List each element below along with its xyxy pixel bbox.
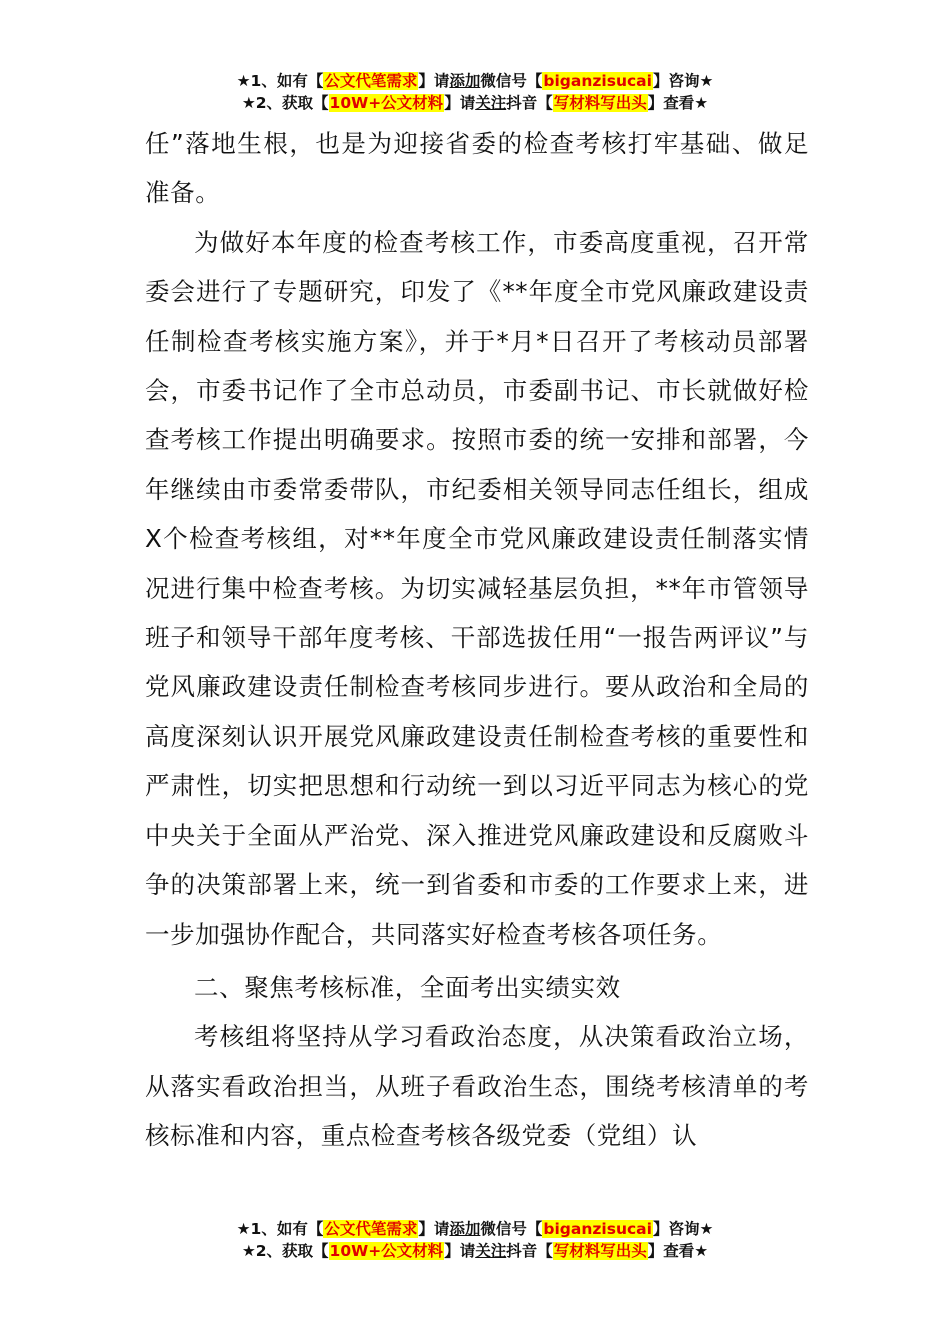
highlight-materials: 10W+公文材料 [329, 1242, 444, 1260]
banner-text: 微信号【 [480, 72, 543, 90]
banner-text: ★2、获取【 [241, 94, 329, 112]
paragraph-preparation: 为做好本年度的检查考核工作，市委高度重视，召开常委会进行了专题研究，印发了《**年度全市党风廉政建设责任制检查考核实施方案》，并于*月*日召开了考核动员部署会，市委书记作了全市总动员，市委副书记、市长就做好检查考核工作提出明确要求。按照市委的统一安排和部署，今年继续由市委常委带队，市纪委相关领导同志任组长，组成X个检查考核组，对**年度全市党风廉政建设责任制落实情况进行集中检查考核。为切实减轻基层负担，**年市管领导班子和领导干部年度考核、干部选拔任用“一报告两评议”与党风廉政建设责任制检查考核同步进行。要从政治和全局的高度深刻认识开展党风廉政建设责任制检查考核的重要性和严肃性，切实把思想和行动统一到以习近平同志为核心的党中央关于全面从严治党、深入推进党风廉政建设和反腐败斗争的决策部署上来，统一到省委和市委的工作要求上来，进一步加强协作配合，共同落实好检查考核各项任务。 [145, 227, 809, 949]
section-heading: 二、聚焦考核标准，全面考出实绩实效 [194, 972, 621, 1002]
top-banner [0, 70, 950, 114]
banner-text: 抖音【 [506, 94, 553, 112]
banner-text: 】请 [418, 1220, 450, 1238]
banner-line-2 [0, 1240, 950, 1262]
banner-text: 微信号【 [480, 1220, 543, 1238]
paragraph-standards: 考核组将坚持从学习看政治态度，从决策看政治立场，从落实看政治担当，从班子看政治生态，围绕考核清单的考核标准和内容，重点检查考核各级党委（党组）认 [145, 1022, 809, 1151]
banner-text: ★1、如有【 [236, 72, 324, 90]
banner-text: 】咨询★ [652, 1220, 714, 1238]
underlined-text: 添加 [449, 1220, 481, 1238]
highlight-materials: 10W+公文材料 [329, 94, 444, 112]
highlight-service: 公文代笔需求 [324, 72, 418, 90]
underlined-text: 关注 [475, 94, 507, 112]
banner-text: ★2、获取【 [241, 1242, 329, 1260]
banner-text: 】咨询★ [652, 72, 714, 90]
bottom-banner [0, 1218, 950, 1262]
highlight-service: 公文代笔需求 [324, 1220, 418, 1238]
document-body [145, 119, 809, 1161]
underlined-text: 添加 [449, 72, 481, 90]
banner-text: 】请 [418, 72, 450, 90]
highlight-douyin: 写材料写出头 [553, 1242, 647, 1260]
highlight-wechat-id: biganzisucai [543, 1220, 652, 1238]
highlight-douyin: 写材料写出头 [553, 94, 647, 112]
banner-text: 】请 [444, 94, 476, 112]
banner-line-2 [0, 92, 950, 114]
underlined-text: 关注 [475, 1242, 507, 1260]
banner-text: ★1、如有【 [236, 1220, 324, 1238]
paragraph-continuation: 任”落地生根，也是为迎接省委的检查考核打牢基础、做足准备。 [145, 129, 809, 208]
banner-text: 抖音【 [506, 1242, 553, 1260]
banner-line-1 [0, 1218, 950, 1240]
banner-text: 】查看★ [647, 1242, 709, 1260]
banner-text: 】请 [444, 1242, 476, 1260]
highlight-wechat-id: biganzisucai [543, 72, 652, 90]
banner-text: 】查看★ [647, 94, 709, 112]
banner-line-1 [0, 70, 950, 92]
